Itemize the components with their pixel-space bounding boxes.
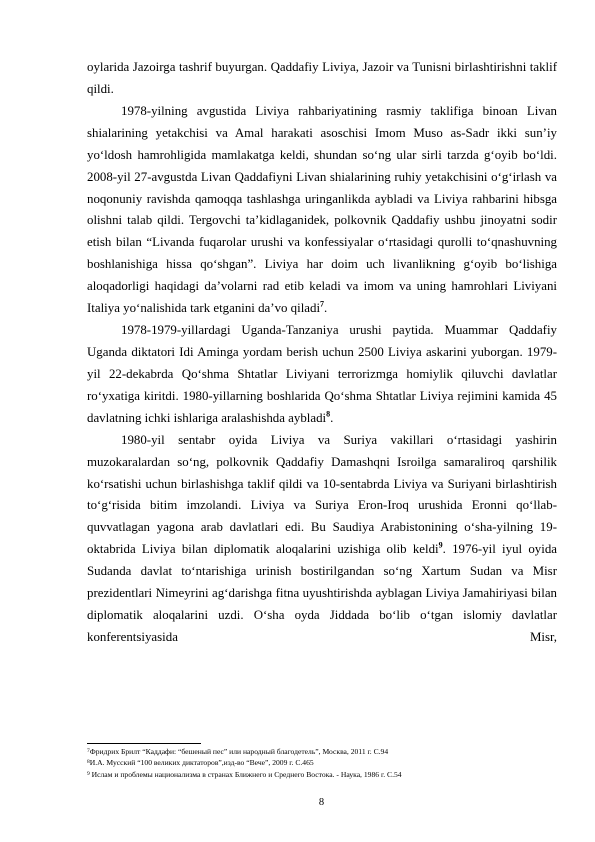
paragraph-2-end: .: [324, 301, 328, 316]
footnote-9: [87, 769, 557, 780]
footnote-ref-9: 9: [438, 540, 443, 550]
paragraph-3: [87, 320, 557, 430]
footnote-text: Фридрих Брилт “Каддафи: “бешеный пес” или народный благодетель”, Москва, 2011 г. C.94: [89, 747, 389, 756]
footnote-text: Ислам и проблемы национализма в странах Ближнего и Среднего Востока. - Наука, 1986 г. С.54: [89, 769, 402, 779]
footnotes: [87, 746, 557, 780]
paragraph-3-text: 1978-1979-yillardagi Uganda-Tanzaniya urushi paytida. Muammar Qaddafiy Uganda diktatori Idi Aminga yordam berish uchun 2500 Liviya askarini yuborgan. 1979-yil 22-dekabrda Qo‘shma Shtatlar Liviyani terrorizmga homiylik qiluvchi davlatlar ro‘yxatiga kiritdi. 1980-yillarning boshlarida Qo‘shma Shtatlar Liviya rejimini kamida 45 davlatning ichki ishlariga aralashishda aybladi: [87, 323, 557, 425]
footnote-number: 7: [87, 748, 90, 754]
paragraph-2-text: 1978-yilning avgustida Liviya rahbariyatining rasmiy taklifiga binoan Livan shialarining yetakchisi va Amal harakati asoschisi Imom Muso as-Sadr ikki sun’iy yo‘ldosh hamrohligida mamlakatga keldi, shundan so‘ng ular sirli tarzda g‘oyib bo‘ldi. 2008-yil 27-avgustda Livan Qaddafiyni Livan shialarining ruhiy yetakchisini o‘g‘irlash va noqonuniy ravishda qamoqqa tashlashga uringanlikda aybladi va Liviya rahbarini hibsga olishni talab qildi. Tergovchi ta’kidlaganidek, polkovnik Qaddafiy ushbu jinoyatni sodir etish bilan “Livanda fuqarolar urushi va konfessiyalar o‘rtasidagi qurolli to‘qnashuvning boshlanishiga hissa qo‘shgan”. Liviya har doim uch livanlikning g‘oyib bo‘lishiga aloqadorligi haqidagi da’volarni rad etib keladi va imom va uning hamrohlari Liviyani Italiya yo‘nalishida tark etganini da’vo qiladi: [87, 103, 557, 316]
paragraph-3-end: .: [330, 410, 334, 425]
paragraph-4-text-b: . 1976-yil iyul oyida Sudanda davlat to‘ntarishiga urinish bostirilgandan so‘ng Xartum Sudan va Misr prezidentlari Nimeyrini ag‘darishga fitna uyushtirishda ayblagan Liviya Jamahiriyasi bilan diplomatik aloqalarini uzdi. O‘sha oyda Jiddada bo‘lib o‘tgan islomiy davlatlar konferentsiyasida Misr,: [87, 542, 557, 644]
page-number: 8: [318, 797, 325, 808]
footnote-number: 8: [87, 759, 90, 766]
footnote-7: [87, 746, 557, 757]
footnote-separator: [87, 743, 201, 744]
paragraph-2: [87, 101, 557, 320]
body-text: [87, 57, 557, 649]
paragraph-4: [87, 430, 557, 649]
paragraph-1-text: oylarida Jazoirga tashrif buyurgan. Qaddafiy Liviya, Jazoir va Tunisni birlashtirishni taklif qildi.: [87, 60, 557, 96]
paragraph-4-text-a: 1980-yil sentabr oyida Liviya va Suriya vakillari o‘rtasidagi yashirin muzokaralardan so‘ng, polkovnik Qaddafiy Damashqni Isroilga samaraliroq qarshilik ko‘rsatishi uchun birlashishga taklif qildi va 10-sentabrda Liviya va Suriyani birlashtirish to‘g‘risida bitim imzolandi. Liviya va Suriya Eron-Iroq urushida Eronni qo‘llab-quvvatlagan yagona arab davlatlari edi. Bu Saudiya Arabistonining o‘sha-yilning 19-oktabrida Liviya bilan diplomatik aloqalarini uzishiga olib keldi: [87, 432, 557, 557]
footnote-number: 9: [87, 770, 90, 777]
paragraph-1: [87, 57, 557, 101]
footnote-text: И.А. Мусский “100 великих диктаторов”,изд-во “Вече”, 2009 г. С.465: [89, 758, 314, 768]
footnote-ref-7: 7: [320, 299, 325, 309]
footnote-ref-8: 8: [326, 409, 331, 419]
footnote-8: [87, 757, 557, 768]
